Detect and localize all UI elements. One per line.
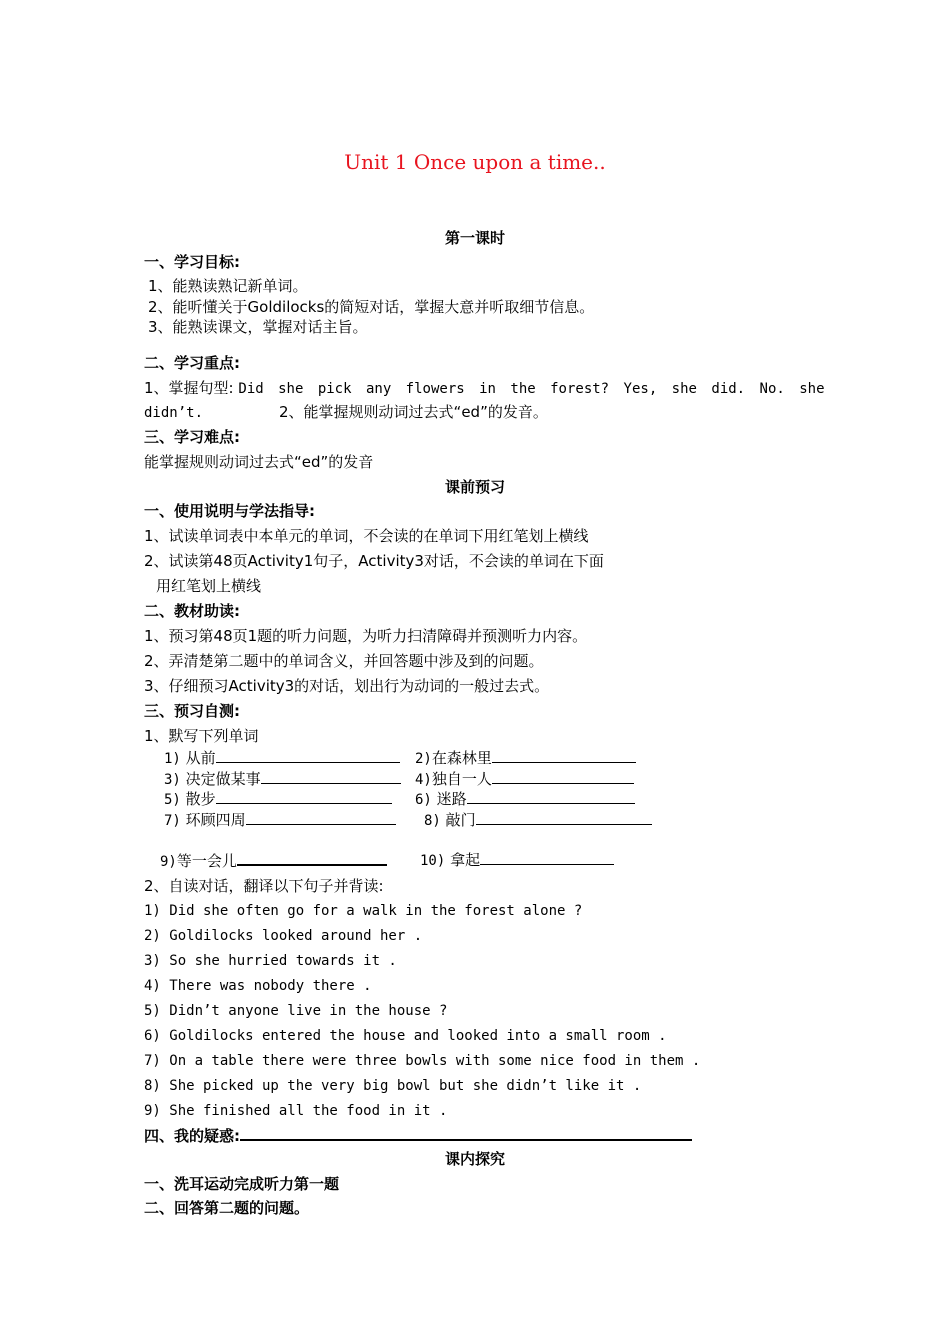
reading-heading: 二、教材助读:	[144, 602, 240, 620]
difficult-heading: 三、学习难点:	[144, 428, 240, 446]
answer-blank[interactable]	[246, 810, 396, 825]
goal-item: 1、能熟读熟记新单词。	[148, 277, 308, 295]
key-sentence-end: didn’t.	[144, 405, 204, 421]
goal-item: 2、能听懂关于Goldilocks的简短对话，掌握大意并听取细节信息。	[148, 298, 595, 316]
answer-blank[interactable]	[476, 810, 652, 825]
inclass-item: 二、回答第二题的问题。	[144, 1199, 310, 1217]
sentence-item: 4) There was nobody there .	[144, 978, 372, 994]
vocab-item: 8) 敲门	[424, 810, 652, 831]
goal-item: 3、能熟读课文，掌握对话主旨。	[148, 318, 368, 336]
vocab-item: 1) 从前	[164, 748, 400, 769]
inclass-item: 一、洗耳运动完成听力第一题	[144, 1175, 340, 1193]
sentence-item: 8) She picked up the very big bowl but she didn’t like it .	[144, 1078, 642, 1094]
answer-blank[interactable]	[492, 748, 636, 763]
doubts-heading: 四、我的疑惑:	[144, 1127, 240, 1145]
reading-item: 3、仔细预习Activity3的对话，划出行为动词的一般过去式。	[144, 677, 550, 695]
reading-item: 1、预习第48页1题的听力问题，为听力扫清障碍并预测听力内容。	[144, 627, 588, 645]
sentence-item: 2) Goldilocks looked around her .	[144, 928, 423, 944]
guide-heading: 一、使用说明与学法指导:	[144, 502, 315, 520]
vocab-item: 6) 迷路	[415, 789, 635, 810]
answer-blank[interactable]	[216, 789, 392, 804]
preview-heading: 课前预习	[444, 478, 505, 496]
answer-blank[interactable]	[261, 769, 401, 784]
vocab-item: 2)在森林里	[415, 748, 636, 769]
vocab-item: 7) 环顾四周	[164, 810, 396, 831]
sentence-item: 5) Didn’t anyone live in the house ?	[144, 1003, 448, 1019]
difficult-text: 能掌握规则动词过去式“ed”的发音	[144, 453, 374, 471]
doubts-blank[interactable]	[240, 1125, 692, 1141]
key-sentence: Did she pick any flowers in the forest? Yes, she did. No. she	[238, 381, 825, 397]
key-line-1	[144, 378, 825, 399]
answer-blank[interactable]	[492, 769, 634, 784]
vocab-heading: 1、默写下列单词	[144, 727, 259, 745]
key-prefix: 1、掌握句型:	[144, 379, 234, 397]
answer-blank[interactable]	[467, 789, 635, 804]
answer-blank[interactable]	[480, 850, 614, 865]
lesson1-heading: 第一课时	[444, 229, 505, 247]
answer-blank[interactable]	[216, 748, 400, 763]
selftest-heading: 三、预习自测:	[144, 702, 240, 720]
unit-title: Unit 1 Once upon a time..	[344, 150, 606, 174]
vocab-item: 5) 散步	[164, 789, 392, 810]
key-point-2: 2、能掌握规则动词过去式“ed”的发音。	[279, 403, 548, 421]
sentence-item: 6) Goldilocks entered the house and looked into a small room .	[144, 1028, 667, 1044]
vocab-item: 10) 拿起	[420, 850, 614, 871]
translate-heading: 2、自读对话，翻译以下句子并背读:	[144, 877, 384, 895]
guide-item: 用红笔划上横线	[156, 577, 262, 595]
sentence-item: 1) Did she often go for a walk in the forest alone ?	[144, 903, 583, 919]
guide-item: 2、试读第48页Activity1句子，Activity3对话，不会读的单词在下面	[144, 552, 604, 570]
doubts-line	[144, 1125, 692, 1146]
inclass-heading: 课内探究	[444, 1150, 505, 1168]
sentence-item: 9) She finished all the food in it .	[144, 1103, 448, 1119]
reading-item: 2、弄清楚第二题中的单词含义，并回答题中涉及到的问题。	[144, 652, 544, 670]
key-heading: 二、学习重点:	[144, 354, 240, 372]
vocab-item: 9)等一会儿	[160, 850, 387, 872]
sentence-item: 7) On a table there were three bowls with some nice food in them .	[144, 1053, 701, 1069]
guide-item: 1、试读单词表中本单元的单词，不会读的在单词下用红笔划上横线	[144, 527, 589, 545]
sentence-item: 3) So she hurried towards it .	[144, 953, 397, 969]
vocab-item: 3) 决定做某事	[164, 769, 401, 790]
key-line-2	[144, 402, 548, 423]
vocab-item: 4)独自一人	[415, 769, 634, 790]
answer-blank[interactable]	[237, 850, 387, 866]
goals-heading: 一、学习目标:	[144, 253, 240, 271]
